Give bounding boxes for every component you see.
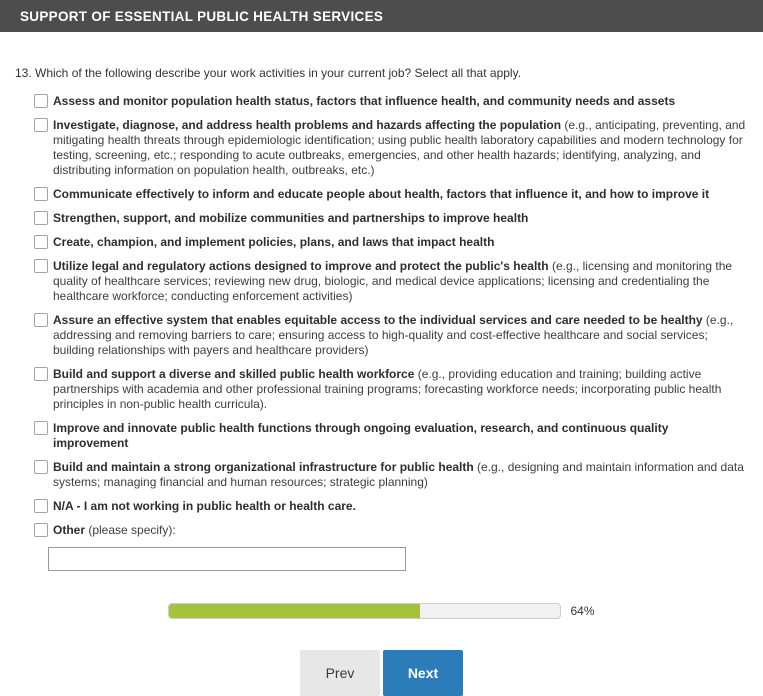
checkbox-option[interactable]: [15, 499, 748, 514]
checkbox[interactable]: [34, 523, 48, 537]
option-label: N/A - I am not working in public health or health care.: [53, 499, 356, 513]
options-list: [15, 94, 748, 538]
option-label: Build and support a diverse and skilled public health workforce (e.g., providing education and training; building active partnerships with academia and other professional training programs; forecasting workforce needs; incorporating public health principles in non-public health curricula).: [53, 367, 722, 411]
checkbox[interactable]: [34, 211, 48, 225]
survey-content: [0, 66, 763, 696]
checkbox[interactable]: [34, 94, 48, 108]
progress-percent-label: 64%: [570, 604, 595, 618]
checkbox[interactable]: [34, 313, 48, 327]
option-label: Communicate effectively to inform and educate people about health, factors that influence it, and how to improve it: [53, 187, 710, 201]
page-title: SUPPORT OF ESSENTIAL PUBLIC HEALTH SERVICES: [20, 8, 384, 24]
option-label: Build and maintain a strong organizational infrastructure for public health (e.g., designing and maintain information and data systems; managing financial and human resources; strategic planning): [53, 460, 744, 489]
checkbox-option[interactable]: [15, 367, 748, 412]
next-button[interactable]: Next: [383, 650, 463, 696]
checkbox[interactable]: [34, 499, 48, 513]
header-bar: [0, 0, 763, 32]
option-label: Assure an effective system that enables equitable access to the individual services and care needed to be healthy (e.g., addressing and removing barriers to care; ensuring access to high-quality and cost-effective healthcare and social services; building relationships with payers and healthcare providers): [53, 313, 734, 357]
checkbox-option[interactable]: [15, 421, 748, 451]
checkbox-option[interactable]: [15, 523, 748, 538]
checkbox-option[interactable]: [15, 259, 748, 304]
other-specify-input[interactable]: [48, 547, 406, 571]
option-label: Assess and monitor population health status, factors that influence health, and community needs and assets: [53, 94, 676, 108]
checkbox[interactable]: [34, 460, 48, 474]
option-label: Improve and innovate public health functions through ongoing evaluation, research, and continuous quality improvement: [53, 421, 669, 450]
checkbox-option[interactable]: [15, 313, 748, 358]
question-text: 13. Which of the following describe your work activities in your current job? Select all that apply.: [15, 66, 522, 80]
navigation-buttons: [15, 650, 748, 696]
checkbox[interactable]: [34, 235, 48, 249]
checkbox-option[interactable]: [15, 94, 748, 109]
checkbox-option[interactable]: [15, 118, 748, 178]
checkbox-option[interactable]: [15, 460, 748, 490]
progress-bar: [168, 603, 561, 619]
option-label: Investigate, diagnose, and address health problems and hazards affecting the population (e.g., anticipating, preventing, and mitigating health threats through epidemiologic identification; using public health laboratory capabilities and modern technology for testing, screening, etc.; responding to acute outbreaks, emergencies, and other health hazards; identifying, analyzing, and distributing information on population health, outbreaks, etc.): [53, 118, 746, 177]
progress-fill: [169, 604, 419, 618]
checkbox-option[interactable]: [15, 235, 748, 250]
prev-button[interactable]: Prev: [300, 650, 380, 696]
option-label: Other (please specify):: [53, 523, 176, 537]
progress-row: [15, 603, 748, 619]
checkbox[interactable]: [34, 118, 48, 132]
option-label: Create, champion, and implement policies, plans, and laws that impact health: [53, 235, 495, 249]
checkbox[interactable]: [34, 187, 48, 201]
option-label: Strengthen, support, and mobilize communities and partnerships to improve health: [53, 211, 529, 225]
option-label: Utilize legal and regulatory actions designed to improve and protect the public's health (e.g., licensing and monitoring the quality of healthcare services; reviewing new drug, biologic, and medical device applications; licensing and credentialing the healthcare workforce; conducting enforcement activities): [53, 259, 733, 303]
checkbox[interactable]: [34, 367, 48, 381]
checkbox-option[interactable]: [15, 211, 748, 226]
checkbox[interactable]: [34, 421, 48, 435]
checkbox[interactable]: [34, 259, 48, 273]
checkbox-option[interactable]: [15, 187, 748, 202]
